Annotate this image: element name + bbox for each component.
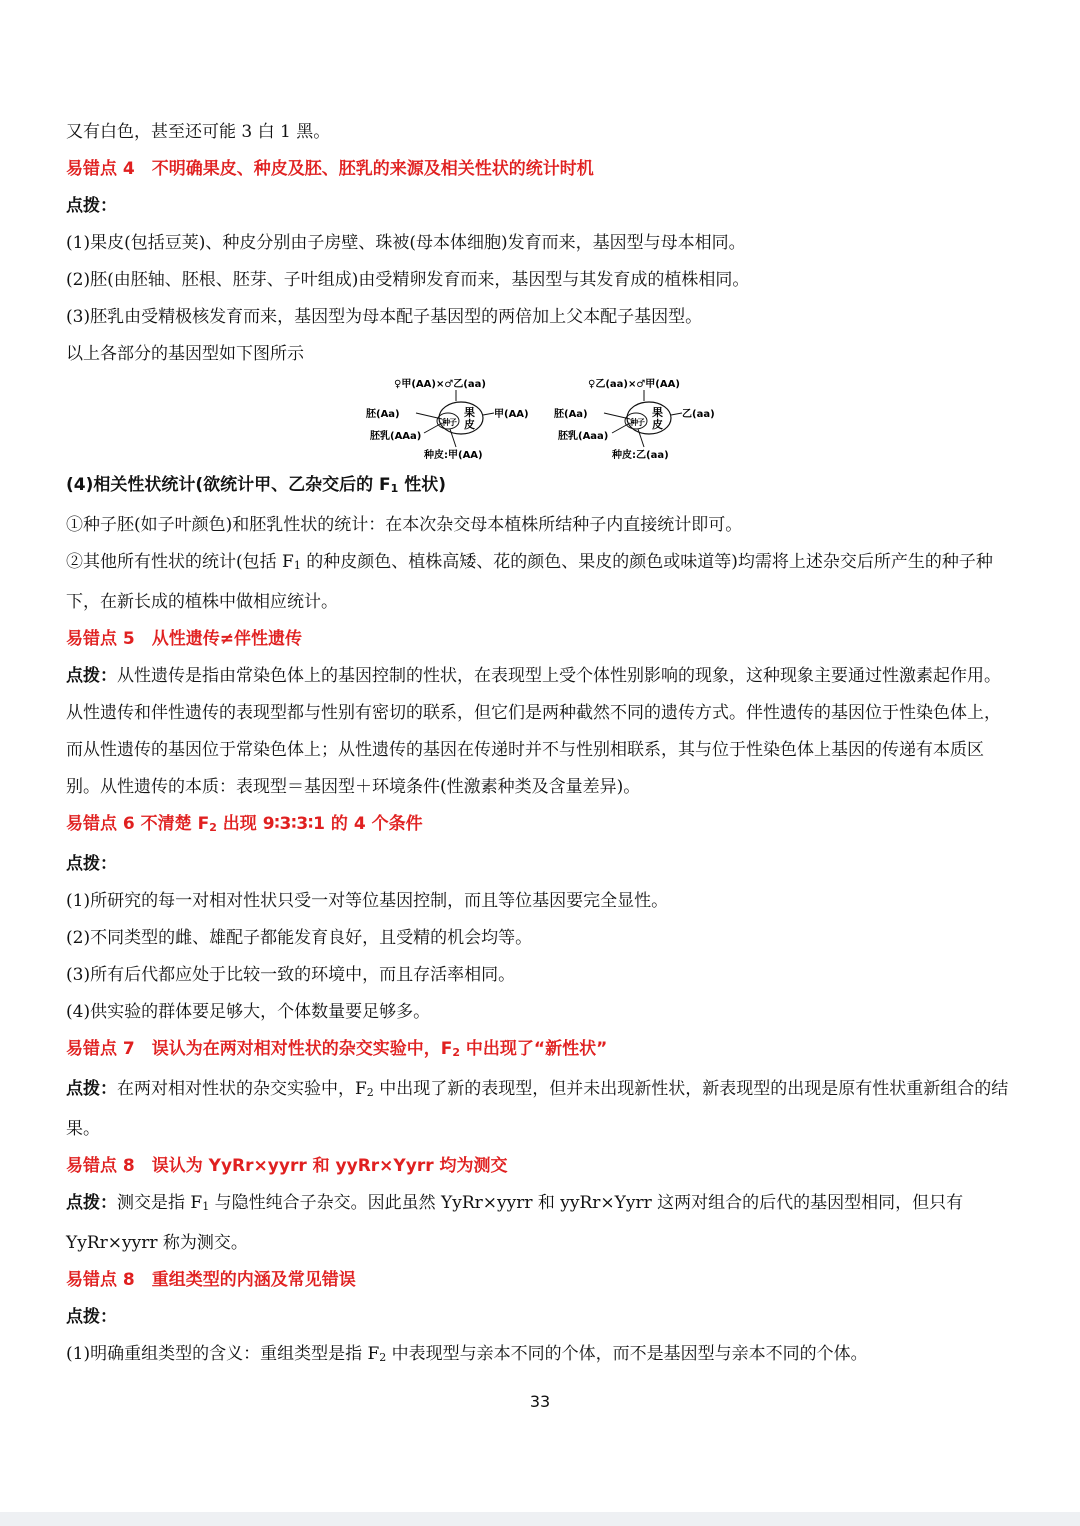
left-pericarp-a: 果: [464, 406, 475, 419]
section-6-p1: (1)所研究的每一对相对性状只受一对等位基因控制，而且等位基因要完全显性。: [66, 891, 669, 911]
section-4-p1: (1)果皮(包括豆荚)、种皮分别由子房壁、珠被(母本体细胞)发育而来，基因型与母本相同。: [66, 233, 746, 253]
section-8a-tip: 点拨：: [66, 1193, 117, 1213]
section-6-p3: (3)所有后代都应处于比较一致的环境中，而且存活率相同。: [66, 965, 516, 985]
section-7-title-b: 中出现了“新性状”: [460, 1039, 608, 1059]
section-7-tip: 点拨：: [66, 1079, 117, 1099]
diagram-right: [554, 378, 715, 461]
left-seed-a: 种: [442, 418, 450, 427]
section-4-tip: 点拨：: [66, 196, 117, 216]
section-8b-p1-sub: 2: [379, 1351, 387, 1364]
section-8b-p1-a: (1)明确重组类型的含义：重组类型是指 F: [66, 1344, 380, 1364]
section-4-p6: ①种子胚(如子叶颜色)和胚乳性状的统计：在本次杂交母本植株所结种子内直接统计即可。: [66, 515, 743, 535]
right-endosperm-label: 胚乳(Aaa): [558, 431, 609, 442]
section-7-title-a: 易错点 7 误认为在两对相对性状的杂交实验中，F: [66, 1039, 453, 1059]
section-8a-text-b: 与隐性纯合子杂交。因此虽然 YyRr×yyrr 和 yyRr×Yyrr 这两对组合的后代的基因型相同，但只有 YyRr×yyrr 称为测交。: [66, 1193, 964, 1253]
section-8b-p1: [66, 1336, 1016, 1376]
section-5-tip: 点拨：: [66, 666, 117, 686]
section-6-tip: 点拨：: [66, 854, 117, 874]
section-4-p2: (2)胚(由胚轴、胚根、胚芽、子叶组成)由受精卵发育而来，基因型与其发育成的植株相同。: [66, 270, 750, 290]
right-pericarp-label: 乙(aa): [682, 409, 715, 420]
section-4-p7-sub: 1: [293, 559, 301, 572]
section-4-p3: (3)胚乳由受精极核发育而来，基因型为母本配子基因型的两倍加上父本配子基因型。: [66, 307, 703, 327]
genotype-diagram: [66, 373, 1016, 465]
section-6-title-b: 出现 9∶3∶3∶1 的 4 个条件: [216, 814, 423, 834]
section-7-body: [66, 1071, 1016, 1148]
section-4-p5-b: 性状): [398, 475, 447, 495]
section-4-p4: 以上各部分的基因型如下图所示: [66, 344, 304, 364]
section-8a-title: 易错点 8 误认为 YyRr×yyrr 和 yyRr×Yyrr 均为测交: [66, 1156, 508, 1176]
left-cross-label: ♀甲(AA)×♂乙(aa): [394, 379, 486, 390]
right-cross-label: ♀乙(aa)×♂甲(AA): [588, 379, 680, 390]
bottom-bar: [0, 1512, 1080, 1526]
section-4-p5-a: (4)相关性状统计(欲统计甲、乙杂交后的 F: [66, 475, 391, 495]
right-pericarp-b: 皮: [652, 418, 663, 431]
section-8b-tip: 点拨：: [66, 1307, 117, 1327]
section-8a-text-a: 测交是指 F: [117, 1193, 203, 1213]
section-4-title: 易错点 4 不明确果皮、种皮及胚、胚乳的来源及相关性状的统计时机: [66, 159, 594, 179]
section-7-text-b: 中出现了新的表现型，但并未出现新性状，新表现型的出现是原有性状重新组合的结果。: [66, 1079, 1009, 1139]
genotype-diagram-svg: [366, 373, 806, 465]
section-8a-body: [66, 1185, 1016, 1262]
left-pericarp-b: 皮: [464, 418, 475, 431]
section-6-title-sub: 2: [209, 821, 217, 834]
section-6-p2: (2)不同类型的雌、雄配子都能发育良好，且受精的机会均等。: [66, 928, 533, 948]
right-seed-coat-label: 种皮:乙(aa): [612, 450, 669, 461]
right-seed-b: 子: [637, 418, 645, 427]
section-8a-text-sub: 1: [202, 1200, 210, 1213]
section-6-title-a: 易错点 6 不清楚 F: [66, 814, 210, 834]
left-endosperm-label: 胚乳(AAa): [370, 431, 422, 442]
section-8b-title: 易错点 8 重组类型的内涵及常见错误: [66, 1270, 356, 1290]
section-4-p7-b: 的种皮颜色、植株高矮、花的颜色、果皮的颜色或味道等)均需将上述杂交后所产生的种子种下，在新长成的植株中做相应统计。: [66, 552, 993, 612]
section-4-p7: [66, 544, 1016, 621]
section-4-p5-sub: 1: [390, 482, 399, 495]
section-4-p5: [66, 467, 1016, 507]
section-4-p7-a: ②其他所有性状的统计(包括 F: [66, 552, 294, 572]
page-number: 33: [529, 1392, 551, 1411]
left-seed-b: 子: [449, 418, 457, 427]
section-8b-p1-b: 中表现型与亲本不同的个体，而不是基因型与亲本不同的个体。: [386, 1344, 868, 1364]
section-6-p4: (4)供实验的群体要足够大，个体数量要足够多。: [66, 1002, 431, 1022]
section-7-text-sub: 2: [366, 1086, 374, 1099]
section-7-text-a: 在两对相对性状的杂交实验中，F: [117, 1079, 367, 1099]
left-embryo-label: 胚(Aa): [366, 409, 400, 420]
section-5-body: [66, 658, 1016, 806]
section-5-title: 易错点 5 从性遗传≠伴性遗传: [66, 629, 302, 649]
section-7-title-sub: 2: [452, 1046, 461, 1059]
section-7-title: [66, 1031, 1016, 1071]
right-embryo-label: 胚(Aa): [554, 409, 588, 420]
left-pericarp-label: 甲(AA): [494, 409, 529, 420]
section-5-text: 从性遗传是指由常染色体上的基因控制的性状，在表现型上受个体性别影响的现象，这种现象主要通过性激素起作用。从性遗传和伴性遗传的表现型都与性别有密切的联系，但它们是两种截然不同的遗传方式。伴性遗传的基因位于性染色体上，而从性遗传的基因位于常染色体上；从性遗传的基因在传递时并不与性别相联系，其与位于性染色体上基因的传递有本质区别。从性遗传的本质：表现型＝基因型＋环境条件(性激素种类及含量差异)。: [66, 666, 1001, 797]
page-content: [66, 114, 1016, 1376]
intro-line: 又有白色，甚至还可能 3 白 1 黑。: [66, 122, 331, 142]
diagram-left: [366, 378, 529, 461]
section-6-title: [66, 806, 1016, 846]
right-seed-a: 种: [630, 418, 638, 427]
left-seed-coat-label: 种皮:甲(AA): [424, 450, 483, 461]
right-pericarp-a: 果: [652, 406, 663, 419]
